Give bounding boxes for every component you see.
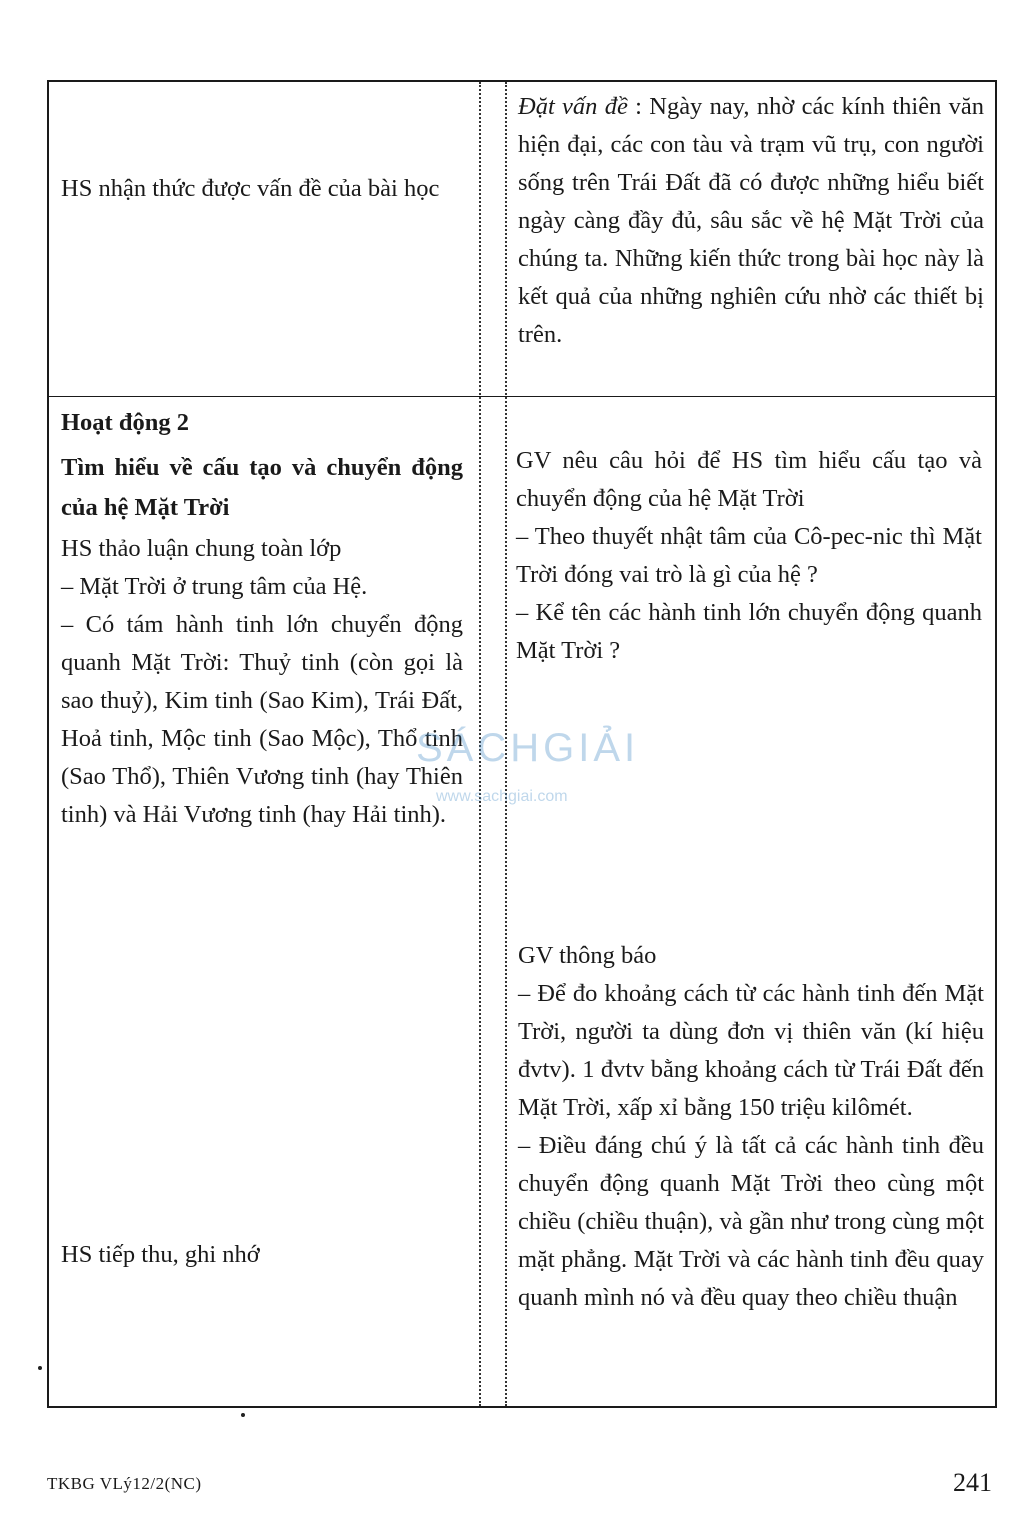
row2-right-top-line-1: GV nêu câu hỏi để HS tìm hiểu cấu tạo và chuyển động của hệ Mặt Trời xyxy=(516,447,982,512)
lesson-table xyxy=(47,80,997,1408)
row2-left-line-3: – Có tám hành tinh lớn chuyển động quanh Mặt Trời: Thuỷ tinh (còn gọi là sao thuỷ), Kim tinh (Sao Kim), Trái Đất, Hoả tinh, Mộc tinh (Sao Mộc), Thổ tinh (Sao Thổ), Thiên Vương tinh (hay Thiên tinh) và Hải Vương tinh (hay Hải tinh). xyxy=(61,611,463,828)
column-divider-right xyxy=(505,82,507,1406)
stray-dot-mark xyxy=(241,1413,245,1417)
row1-left-cell xyxy=(61,170,463,208)
page-number: 241 xyxy=(953,1468,992,1497)
column-divider-left xyxy=(479,82,481,1406)
activity-heading: Hoạt động 2 xyxy=(61,409,189,436)
row2-left-line-2: – Mặt Trời ở trung tâm của Hệ. xyxy=(61,573,368,600)
row1-right-paragraph xyxy=(518,88,984,354)
row2-left-cell xyxy=(61,404,463,834)
row-divider xyxy=(49,396,995,397)
watermark-text: SÁCHGIẢI xyxy=(416,726,640,770)
row2-left-line-1: HS thảo luận chung toàn lớp xyxy=(61,535,342,562)
row1-right-cell xyxy=(518,88,984,354)
stray-dot-mark xyxy=(38,1366,42,1370)
row2-right-bottom-cell xyxy=(518,937,984,1317)
row2-left-bottom-text: HS tiếp thu, ghi nhớ xyxy=(61,1241,260,1268)
row2-right-top-line-2: – Theo thuyết nhật tâm của Cô-pec-nic thì Mặt Trời đóng vai trò là gì của hệ ? xyxy=(516,523,982,588)
footer-book-code: TKBG VLý12/2(NC) xyxy=(47,1474,202,1493)
row2-right-bottom-line-3: – Điều đáng chú ý là tất cả các hành tinh đều chuyển động quanh Mặt Trời theo cùng một chiều (chiều thuận), và gần như trong cùng một mặt phẳng. Mặt Trời và các hành tinh đều quay quanh mình nó và đều quay theo chiều thuận xyxy=(518,1132,984,1311)
row1-right-text: : Ngày nay, nhờ các kính thiên văn hiện đại, các con tàu và trạm vũ trụ, con người sống trên Trái Đất đã có được những hiểu biết ngày càng đầy đủ, sâu sắc về hệ Mặt Trời của chúng ta. Những kiến thức trong bài học này là kết quả của những nghiên cứu nhờ các thiết bị trên. xyxy=(518,93,984,348)
activity-subheading: Tìm hiểu về cấu tạo và chuyển động của hệ Mặt Trời xyxy=(61,454,463,521)
row1-right-lead: Đặt vấn đề xyxy=(518,93,628,120)
row2-right-bottom-line-1: GV thông báo xyxy=(518,942,657,969)
row2-right-top-cell xyxy=(516,442,982,670)
row2-left-bottom-cell xyxy=(61,1236,463,1274)
row2-right-top-line-3: – Kể tên các hành tinh lớn chuyển động quanh Mặt Trời ? xyxy=(516,599,982,664)
watermark-url: www.sachgiai.com xyxy=(436,788,568,805)
row1-left-text: HS nhận thức được vấn đề của bài học xyxy=(61,175,440,202)
row2-right-bottom-line-2: – Để đo khoảng cách từ các hành tinh đến Mặt Trời, người ta dùng đơn vị thiên văn (kí hiệu đvtv). 1 đvtv bằng khoảng cách từ Trái Đất đến Mặt Trời, xấp xỉ bằng 150 triệu kilômét. xyxy=(518,980,984,1121)
